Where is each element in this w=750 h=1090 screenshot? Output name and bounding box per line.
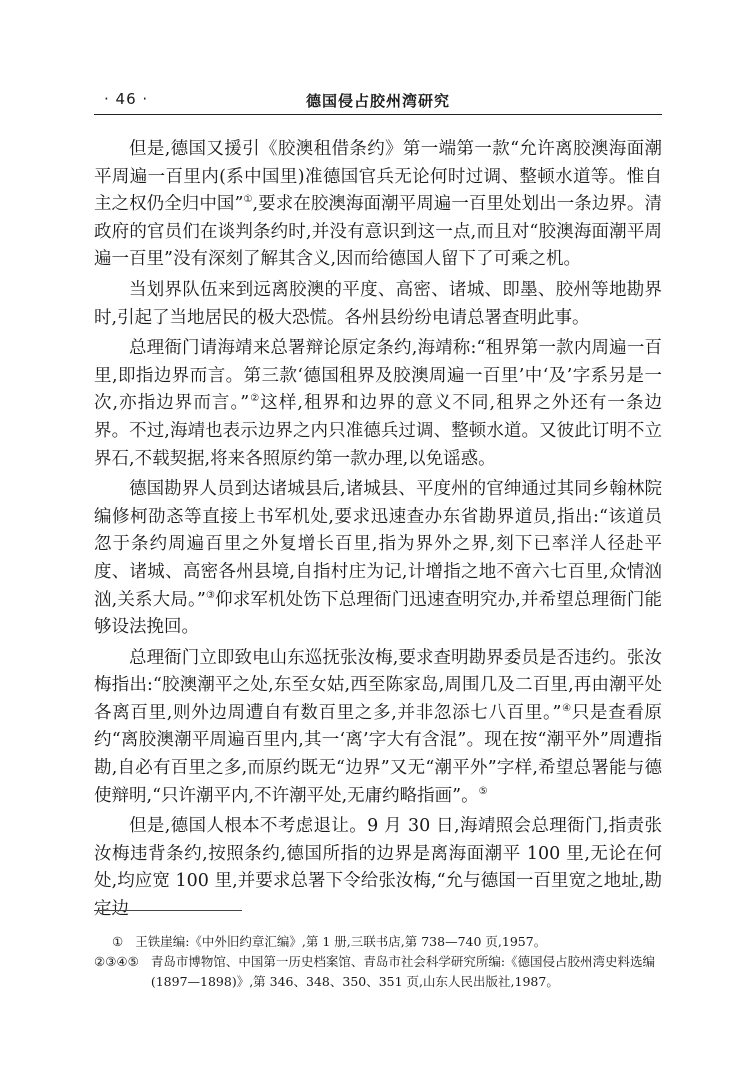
footnote-text: 王铁崖编:《中外旧约章汇编》,第 1 册,三联书店,第 738—740 页,1957。 xyxy=(135,934,547,949)
footnote-ref[interactable]: ④ xyxy=(561,703,572,715)
page-number: · 46 · xyxy=(104,90,149,108)
footnote xyxy=(94,952,662,992)
footnote-mark: ②③④⑤ xyxy=(94,954,139,969)
paragraph: 但是,德国人根本不考虑退让。9 月 30 日,海靖照会总理衙门,指责张汝梅违背条约,按照条约,德国所指的边界是离海面潮平 100 里,无论在何处,均应宽 100 里,并要求总署下令给张汝梅,“允与德国一百里宽之地址,勘定边 xyxy=(94,816,662,920)
body-text xyxy=(94,136,662,927)
footnote xyxy=(94,932,662,952)
running-title: 德国侵占胶州湾研究 xyxy=(305,92,450,110)
footnote-ref[interactable]: ① xyxy=(243,194,253,206)
paragraph: 德国勘界人员到达诸城县后,诸城县、平度州的官绅通过其同乡翰林院编修柯劭忞等直接上书军机处,要求迅速查办东省勘界道员,指出:“该道员忽于条约周遍百里之外复增长百里,指为界外之界,刻下已率洋人径赴平度、诸城、高密各州县境,自指村庄为记,计增指之地不啻六七百里,众情汹汹,关系大局。”③仰求军机处饬下总理衙门迅速查明究办,并希望总理衙门能够设法挽回。 xyxy=(94,479,663,638)
footnote-ref[interactable]: ② xyxy=(249,393,261,405)
footnotes xyxy=(94,932,662,992)
footnote-mark: ① xyxy=(112,934,124,949)
paragraph: 但是,德国又援引《胶澳租借条约》第一端第一款“允许离胶澳海面潮平周遍一百里内(系中国里)准德国官兵无论何时过调、整顿水道等。惟自主之权仍全归中国”①,要求在胶澳海面潮平周遍一百里处划出一条边界。清政府的官员们在谈判条约时,并没有意识到这一点,而且对“胶澳海面潮平周遍一百里”没有深刻了解其含义,因而给德国人留下了可乘之机。 xyxy=(94,139,662,270)
footnote-divider xyxy=(94,910,242,911)
footnote-ref[interactable]: ⑤ xyxy=(478,785,488,797)
footnote-ref[interactable]: ③ xyxy=(205,589,216,601)
page-header xyxy=(94,88,662,115)
paragraph: 当划界队伍来到远离胶澳的平度、高密、诸城、即墨、胶州等地勘界时,引起了当地居民的极大恐慌。各州县纷纷电请总署查明此事。 xyxy=(94,279,662,328)
paragraph: 总理衙门请海靖来总署辩论原定条约,海靖称:“租界第一款内周遍一百里,即指边界而言。第三款‘德国租界及胶澳周遍一百里’中‘及’字系另是一次,亦指边界而言。”②这样,租界和边界的意义不同,租界之外还有一条边界。不过,海靖也表示边界之内只准德兵过调、整顿水道。又彼此订明不立界石,不载契据,将来各照原约第一款办理,以免谣惑。 xyxy=(94,338,663,469)
footnote-text: 青岛市博物馆、中国第一历史档案馆、青岛市社会科学研究所编:《德国侵占胶州湾史料选编(1897—1898)》,第 346、348、350、351 页,山东人民出版社,1987。 xyxy=(150,954,656,989)
paragraph: 总理衙门立即致电山东巡抚张汝梅,要求查明勘界委员是否违约。张汝梅指出:“胶澳潮平之处,东至女姑,西至陈家岛,周围几及二百里,再由潮平处各离百里,则外边周遭自有数百里之多,并非忽添七八百里。”④只是查看原约“离胶澳潮平周遍百里内,其一‘离’字大有含混”。现在按“潮平外”周遭指勘,自必有百里之多,而原约既无“边界”又无“潮平外”字样,希望总署能与德使辩明,“只许潮平内,不许潮平处,无庸约略指画”。⑤ xyxy=(94,647,663,806)
